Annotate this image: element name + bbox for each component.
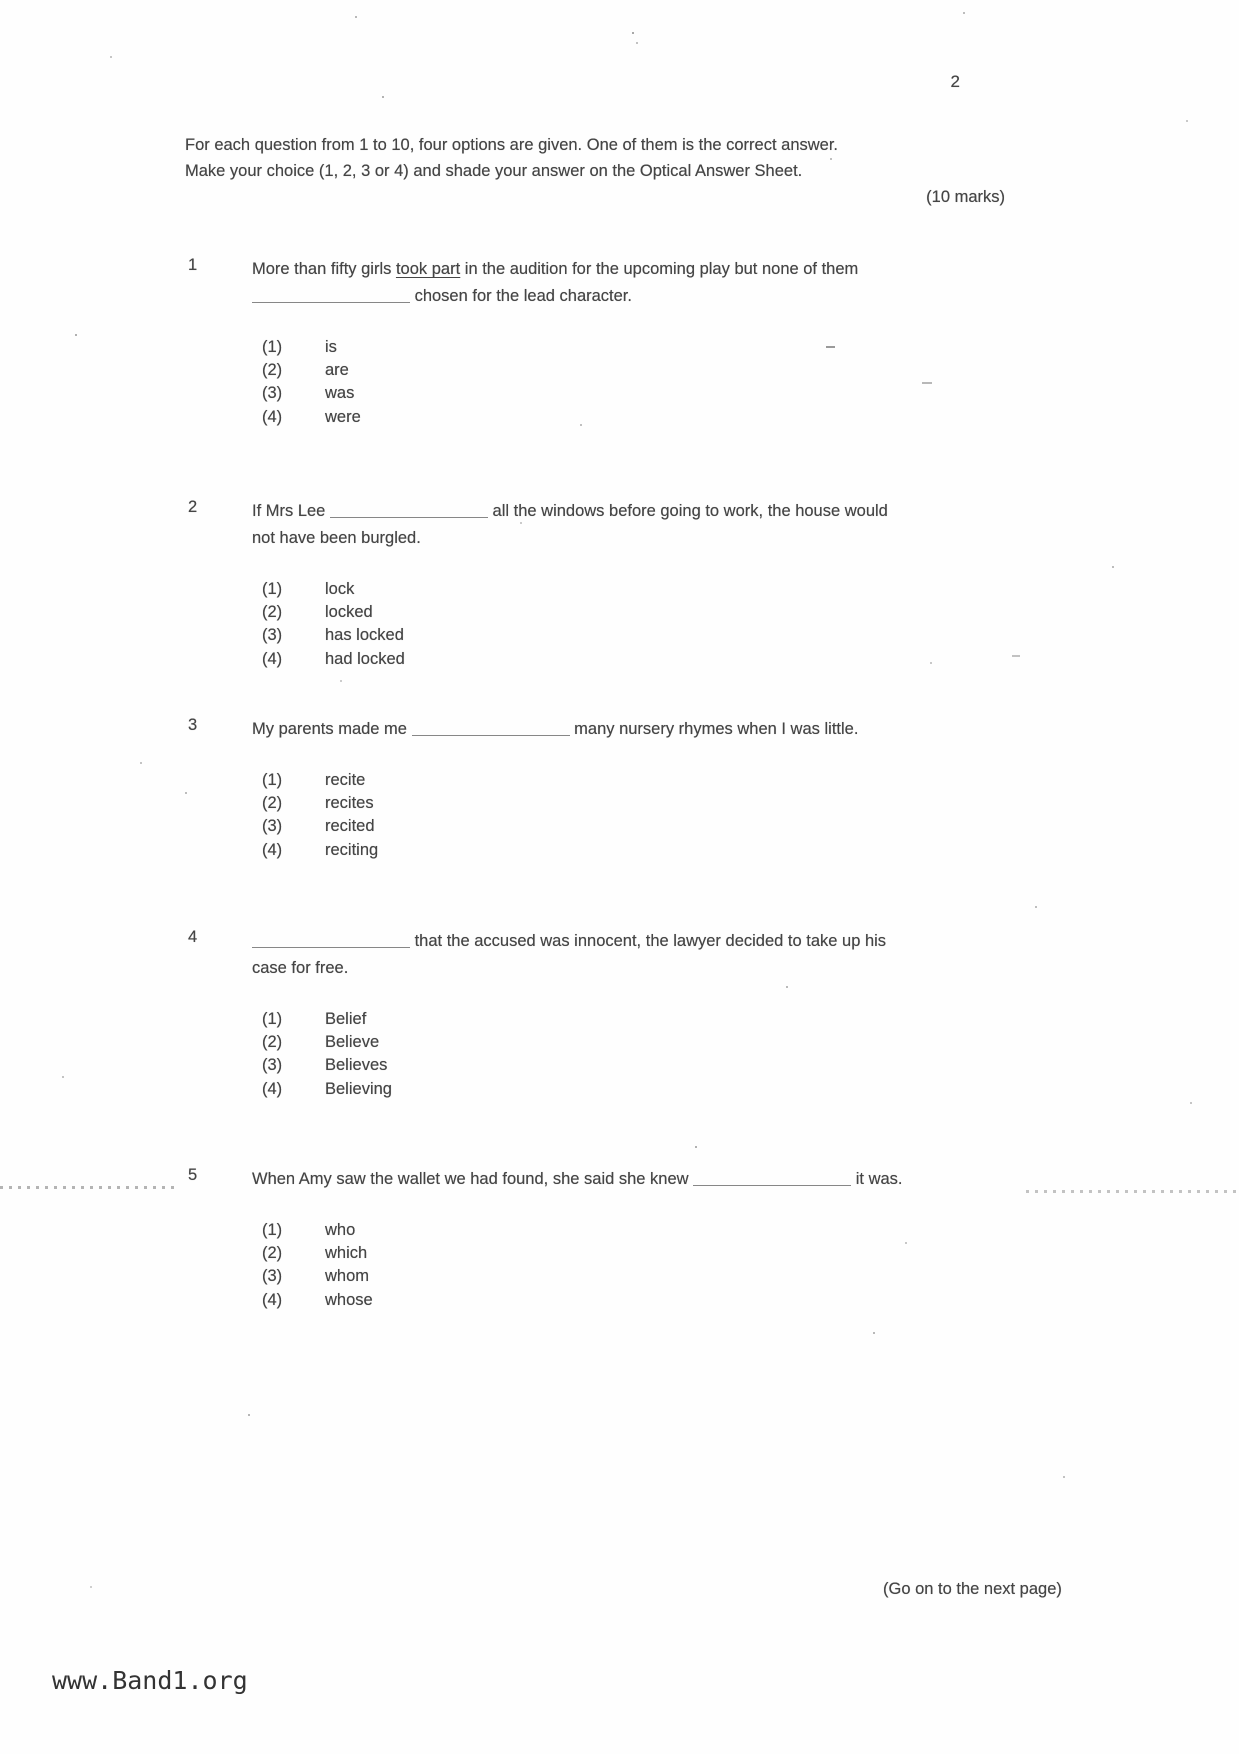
watermark-url: www.Band1.org — [52, 1666, 248, 1695]
option-row — [262, 359, 1028, 382]
continue-note: (Go on to the next page) — [883, 1580, 1062, 1598]
option-label: Believes — [325, 1056, 388, 1075]
question-stem — [252, 498, 1028, 552]
stem-text: that the accused was innocent, the lawyer decided to take up his — [410, 932, 887, 950]
option-number: (3) — [262, 1267, 283, 1286]
page-number: 2 — [950, 72, 960, 91]
option-row — [262, 792, 1028, 815]
stem-line — [252, 498, 1028, 525]
option-label: recites — [325, 794, 374, 813]
question-stem — [252, 1166, 1028, 1193]
option-row — [262, 1219, 1028, 1242]
stem-text: My parents made me — [252, 720, 412, 738]
question-number: 4 — [188, 928, 198, 946]
stem-text: in the audition for the upcoming play but none of them — [460, 260, 859, 278]
option-number: (3) — [262, 626, 283, 645]
instructions-line-1: For each question from 1 to 10, four options are given. One of them is the correct answer. — [185, 136, 839, 154]
question-stem — [252, 928, 1028, 982]
option-number: (4) — [262, 1079, 283, 1098]
option-number: (2) — [262, 1033, 283, 1052]
option-row — [262, 624, 1028, 647]
question-block — [188, 498, 1028, 671]
option-row — [262, 815, 1028, 838]
option-number: (4) — [262, 1290, 283, 1309]
option-label: whom — [325, 1267, 370, 1286]
answer-blank — [252, 287, 410, 303]
question-body — [252, 256, 1028, 429]
option-label: was — [325, 384, 355, 403]
stem-text: When Amy saw the wallet we had found, she said she knew — [252, 1170, 694, 1188]
options-list — [262, 336, 1028, 429]
option-label: recite — [325, 771, 366, 789]
option-row — [262, 1054, 1028, 1077]
question-stem — [252, 256, 1028, 310]
answer-blank — [330, 502, 488, 518]
option-number: (2) — [262, 1244, 283, 1263]
stem-line — [252, 256, 1028, 283]
option-number: (3) — [262, 1056, 283, 1075]
option-number: (4) — [262, 649, 283, 668]
question-block — [188, 256, 1028, 429]
option-row — [262, 1289, 1028, 1312]
question-number: 2 — [188, 498, 198, 516]
instructions-line-2: Make your choice (1, 2, 3 or 4) and shade your answer on the Optical Answer Sheet. — [185, 162, 803, 180]
marks-note: (10 marks) — [926, 188, 1005, 206]
option-label: had locked — [325, 649, 405, 668]
option-label: who — [325, 1221, 356, 1239]
option-number: (3) — [262, 384, 283, 403]
answer-blank — [693, 1170, 851, 1186]
option-label: are — [325, 361, 349, 380]
option-row — [262, 1008, 1028, 1031]
underlined-phrase: took part — [395, 260, 461, 278]
option-row — [262, 336, 1028, 359]
option-number: (1) — [262, 1221, 283, 1239]
stem-text: all the windows before going to work, the house would — [487, 502, 888, 520]
stem-text: If Mrs Lee — [252, 502, 330, 520]
stem-line — [252, 928, 1028, 955]
options-list — [262, 1008, 1028, 1101]
stem-text: not have been burgled. — [252, 529, 421, 547]
stem-line — [252, 716, 1028, 743]
option-number: (1) — [262, 580, 283, 598]
question-block — [188, 716, 1028, 862]
question-number: 1 — [188, 256, 198, 274]
question-number: 5 — [188, 1166, 198, 1184]
question-stem — [252, 716, 1028, 743]
option-number: (1) — [262, 338, 283, 356]
option-label: recited — [325, 817, 375, 836]
option-number: (2) — [262, 794, 283, 813]
option-number: (1) — [262, 1010, 283, 1028]
question-block — [188, 1166, 1028, 1312]
option-label: reciting — [325, 840, 379, 859]
option-label: has locked — [325, 626, 404, 645]
stem-line — [252, 1166, 1028, 1193]
option-label: were — [325, 407, 361, 426]
option-row — [262, 1242, 1028, 1265]
option-row — [262, 1265, 1028, 1288]
option-number: (2) — [262, 361, 283, 380]
option-row — [262, 648, 1028, 671]
stem-line — [252, 955, 1028, 982]
option-number: (4) — [262, 840, 283, 859]
options-list — [262, 1219, 1028, 1312]
option-row — [262, 769, 1028, 792]
option-row — [262, 578, 1028, 601]
stem-text: many nursery rhymes when I was little. — [569, 720, 859, 738]
question-body — [252, 928, 1028, 1101]
answer-blank — [252, 932, 410, 948]
option-label: locked — [325, 603, 373, 622]
stem-text: More than fifty girls — [252, 260, 396, 278]
option-row — [262, 1031, 1028, 1054]
option-label: lock — [325, 580, 355, 598]
question-body — [252, 498, 1028, 671]
option-label: Believe — [325, 1033, 380, 1052]
option-label: which — [325, 1244, 368, 1263]
stem-text: case for free. — [252, 959, 349, 977]
option-label: Believing — [325, 1079, 392, 1098]
option-row — [262, 839, 1028, 862]
options-list — [262, 578, 1028, 671]
stem-text: chosen for the lead character. — [410, 287, 632, 305]
option-number: (1) — [262, 771, 283, 789]
option-row — [262, 406, 1028, 429]
question-number: 3 — [188, 716, 198, 734]
option-number: (4) — [262, 407, 283, 426]
stem-text: it was. — [851, 1170, 903, 1188]
option-row — [262, 601, 1028, 624]
option-number: (3) — [262, 817, 283, 836]
option-label: whose — [325, 1290, 373, 1309]
stem-line — [252, 283, 1028, 310]
option-row — [262, 382, 1028, 405]
option-row — [262, 1078, 1028, 1101]
option-label: Belief — [325, 1010, 367, 1028]
stem-line — [252, 525, 1028, 552]
question-block — [188, 928, 1028, 1101]
answer-blank — [412, 720, 570, 736]
question-body — [252, 1166, 1028, 1312]
options-list — [262, 769, 1028, 862]
question-body — [252, 716, 1028, 862]
option-label: is — [325, 338, 337, 356]
option-number: (2) — [262, 603, 283, 622]
